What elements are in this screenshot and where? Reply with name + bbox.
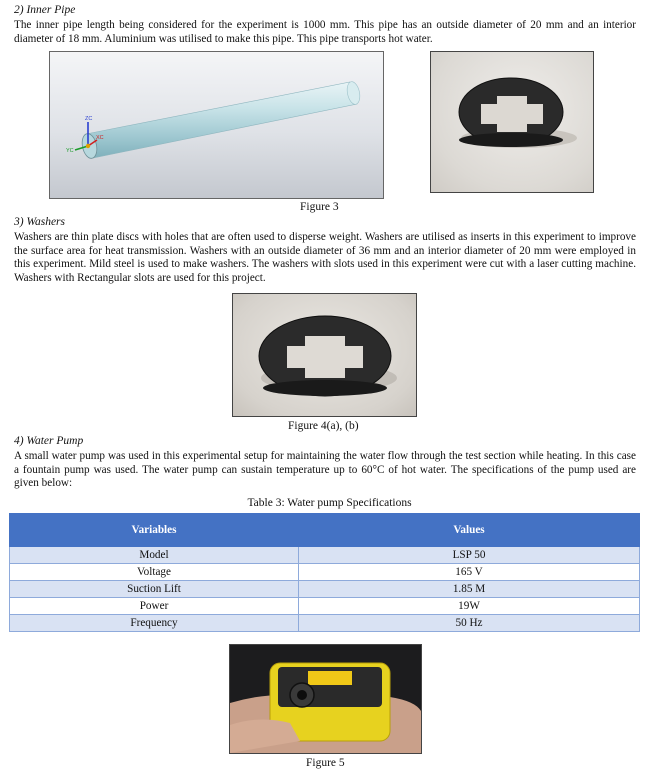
washer-render-a xyxy=(431,52,593,192)
figure-3-caption: Figure 3 xyxy=(300,201,339,213)
inner-pipe-paragraph: The inner pipe length being considered for the experiment is 1000 mm. This pipe has an outside diameter of 20 mm and an interior diameter of 18 mm. Aluminium was utilised to make this pipe. This pipe transports hot water. xyxy=(14,19,636,45)
table-cell-value: 19W xyxy=(299,598,640,615)
table-row xyxy=(10,547,640,564)
water-pump-photo xyxy=(229,644,422,754)
table-cell-value: 165 V xyxy=(299,564,640,581)
table-cell-variable: Voltage xyxy=(10,564,299,581)
washer-photo-b xyxy=(232,293,417,417)
zc-label: ZC xyxy=(85,116,93,122)
washer-edge xyxy=(459,133,563,147)
water-pump-paragraph: A small water pump was used in this experimental setup for maintaining the water flow through the test section while heating. In this case a fountain pump was used. The water pump can sustain temperature up to 60°C of hot water. The specifications of the pump used are given below: xyxy=(14,450,636,490)
table-cell-variable: Model xyxy=(10,547,299,564)
table-row xyxy=(10,615,640,632)
yc-label: YC xyxy=(66,148,74,154)
pump-label-sticker xyxy=(308,671,352,685)
table-cell-value: 1.85 M xyxy=(299,581,640,598)
pipe-render xyxy=(50,52,383,198)
inner-pipe-heading: 2) Inner Pipe xyxy=(14,4,76,16)
table-row xyxy=(10,598,640,615)
washers-heading: 3) Washers xyxy=(14,216,66,228)
table-cell-variable: Suction Lift xyxy=(10,581,299,598)
table-row xyxy=(10,581,640,598)
table-header-values: Values xyxy=(299,514,640,547)
inner-pipe-cad-image xyxy=(49,51,384,199)
table-header-variables: Variables xyxy=(10,514,299,547)
table-cell-variable: Frequency xyxy=(10,615,299,632)
washer-edge xyxy=(263,380,387,396)
table-cell-variable: Power xyxy=(10,598,299,615)
pump-render xyxy=(230,645,421,753)
washer-photo-a xyxy=(430,51,594,193)
washer-render-b xyxy=(233,294,416,416)
table-cell-value: 50 Hz xyxy=(299,615,640,632)
pipe-body xyxy=(86,82,357,158)
pump-outlet-hole xyxy=(297,690,307,700)
figure-5-caption: Figure 5 xyxy=(306,757,345,769)
figure-4-caption: Figure 4(a), (b) xyxy=(288,420,359,432)
water-pump-heading: 4) Water Pump xyxy=(14,435,84,447)
xc-label: XC xyxy=(96,135,104,141)
table-cell-value: LSP 50 xyxy=(299,547,640,564)
table-header-row xyxy=(10,514,640,547)
pump-spec-table xyxy=(9,513,640,632)
axis-origin xyxy=(86,144,90,148)
washers-paragraph: Washers are thin plate discs with holes that are often used to disperse weight. Washers are utilised as inserts in this experiment to improve the surface area for heat transmission. Washers with an outside diameter of 36 mm and an interior diameter of 20 mm were employed in this experiment. Mild steel is used to make washers. The washers with slots used in this experiment were cut with a laser cutting machine. Washers with Rectangular slots are used for this project. xyxy=(14,231,636,284)
table-3-title: Table 3: Water pump Specifications xyxy=(247,497,412,509)
table-row xyxy=(10,564,640,581)
